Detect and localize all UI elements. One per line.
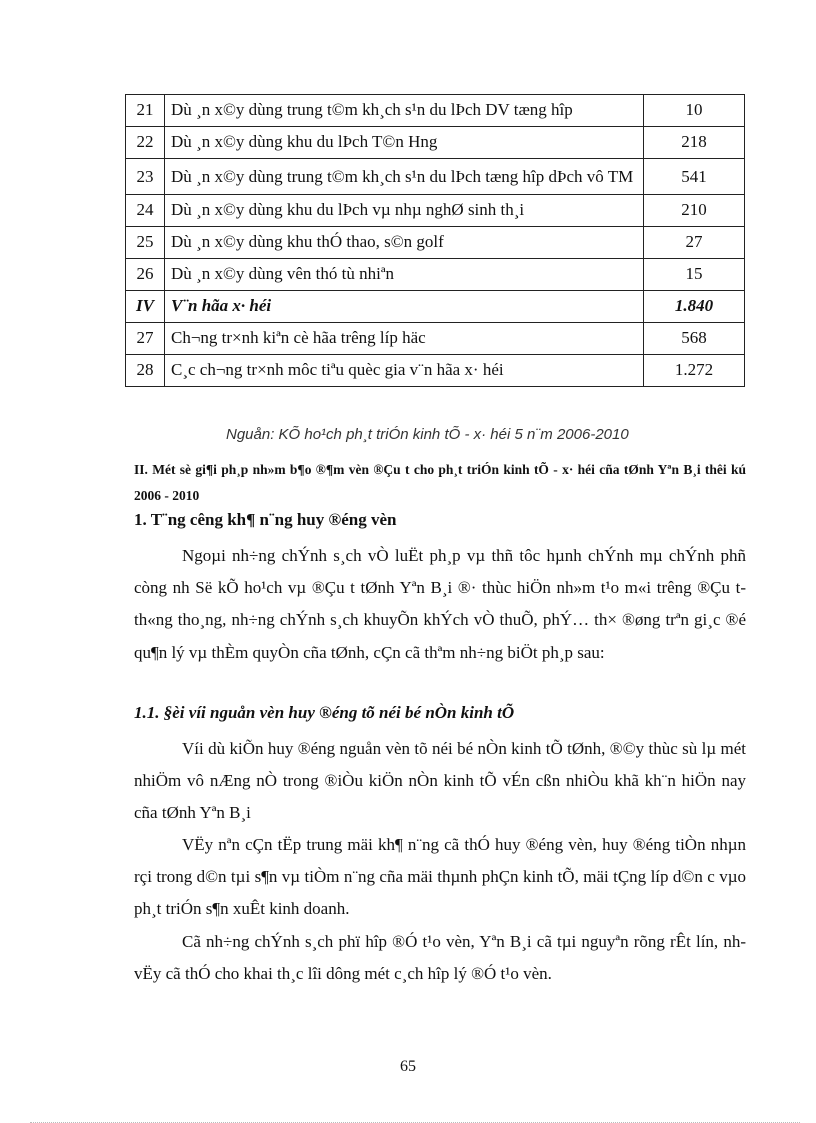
- section-heading: II. Mét sè gi¶i ph¸p nh»m b¶o ®¶m vèn ®Çu t cho ph¸t triÓn kinh tÕ - x· héi cña tØnh Yªn B¸i thêi kú 2006 - 2010: [134, 462, 746, 503]
- paragraph-2: Víi dù kiÕn huy ®éng nguån vèn tõ néi bé nÒn kinh tÕ tØnh, ®©y thùc sù lµ mét nhiÖm vô nÆng nÒ trong ®iÒu kiÖn nÒn kinh tÕ vÉn cßn nhiÒu khã kh¨n hiÖn nay cña tØnh Yªn B¸i: [134, 739, 746, 823]
- row-number-cell: 24: [126, 195, 165, 227]
- project-name-cell: V¨n hãa x· héi: [165, 291, 644, 323]
- heading-1: 1. T¨ng cêng kh¶ n¨ng huy ®éng vèn: [134, 510, 397, 529]
- project-name-cell: Dù ¸n x©y dùng vên thó tù nhiªn: [165, 259, 644, 291]
- source-note: Nguån: KÕ ho¹ch ph¸t triÓn kinh tÕ - x· héi 5 n¨m 2006-2010: [226, 426, 629, 443]
- capital-value-cell: 27: [644, 227, 745, 259]
- table-row: [126, 159, 745, 195]
- paragraph-1: Ngoµi nh÷ng chÝnh s¸ch vÒ luËt ph¸p vµ thñ tôc hµnh chÝnh mµ chÝnh phñ còng nh Së kÕ ho¹ch vµ ®Çu t tØnh Yªn B¸i ®· thùc hiÖn nh»m t¹o m«i trêng ®Çu t th«ng tho¸ng, nh÷ng chÝnh s¸ch khuyÕn khÝch vÒ thuÕ, phÝ… th× ®øng trªn gi¸c ®é qu¶n lý vµ thÈm quyÒn cña tØnh, cÇn cã thªm nh÷ng biÖt ph¸p sau:: [134, 546, 746, 662]
- capital-value-cell: 10: [644, 95, 745, 127]
- row-number-cell: 28: [126, 355, 165, 387]
- table-row: [126, 195, 745, 227]
- page-number: 65: [400, 1058, 416, 1075]
- project-name-cell: C¸c ch¬ng tr×nh môc tiªu quèc gia v¨n hãa x· héi: [165, 355, 644, 387]
- table-row: [126, 291, 745, 323]
- capital-value-cell: 1.840: [644, 291, 745, 323]
- project-name-cell: Ch¬ng tr×nh kiªn cè hãa trêng líp häc: [165, 323, 644, 355]
- table-row: [126, 95, 745, 127]
- row-number-cell: 26: [126, 259, 165, 291]
- capital-value-cell: 210: [644, 195, 745, 227]
- table-body: [126, 95, 745, 387]
- paragraph-4: Cã nh÷ng chÝnh s¸ch phï hîp ®Ó t¹o vèn, Yªn B¸i cã tµi nguyªn rõng rÊt lín, nh vËy cã thÓ cho khai th¸c lîi dông mét c¸ch hîp lý ®Ó t¹o vèn.: [134, 932, 746, 984]
- table-row: [126, 259, 745, 291]
- investment-projects-table: [125, 94, 745, 387]
- capital-value-cell: 1.272: [644, 355, 745, 387]
- paragraph-3: VËy nªn cÇn tËp trung mäi kh¶ n¨ng cã thÓ huy ®éng vèn, huy ®éng tiÒn nhµn rçi trong d©n tµi s¶n vµ tiÒm n¨ng cña mäi thµnh phÇn kinh tÕ, mäi tÇng líp d©n c vµo ph¸t triÓn s¶n xuÊt kinh doanh.: [134, 835, 746, 919]
- capital-value-cell: 15: [644, 259, 745, 291]
- row-number-cell: 27: [126, 323, 165, 355]
- project-name-cell: Dù ¸n x©y dùng khu thÓ thao, s©n golf: [165, 227, 644, 259]
- row-number-cell: 23: [126, 159, 165, 195]
- capital-value-cell: 218: [644, 127, 745, 159]
- project-name-cell: Dù ¸n x©y dùng khu du lÞch vµ nhµ nghØ sinh th¸i: [165, 195, 644, 227]
- row-number-cell: IV: [126, 291, 165, 323]
- project-name-cell: Dù ¸n x©y dùng trung t©m kh¸ch s¹n du lÞch tæng hîp dÞch vô TM: [165, 159, 644, 195]
- row-number-cell: 22: [126, 127, 165, 159]
- heading-1-1: 1.1. §èi víi nguån vèn huy ®éng tõ néi bé nÒn kinh tÕ: [134, 703, 515, 722]
- capital-value-cell: 568: [644, 323, 745, 355]
- table-row: [126, 323, 745, 355]
- table-row: [126, 355, 745, 387]
- row-number-cell: 21: [126, 95, 165, 127]
- project-name-cell: Dù ¸n x©y dùng trung t©m kh¸ch s¹n du lÞch DV tæng hîp: [165, 95, 644, 127]
- table-row: [126, 127, 745, 159]
- capital-value-cell: 541: [644, 159, 745, 195]
- project-name-cell: Dù ¸n x©y dùng khu du lÞch T©n Hng: [165, 127, 644, 159]
- row-number-cell: 25: [126, 227, 165, 259]
- table-row: [126, 227, 745, 259]
